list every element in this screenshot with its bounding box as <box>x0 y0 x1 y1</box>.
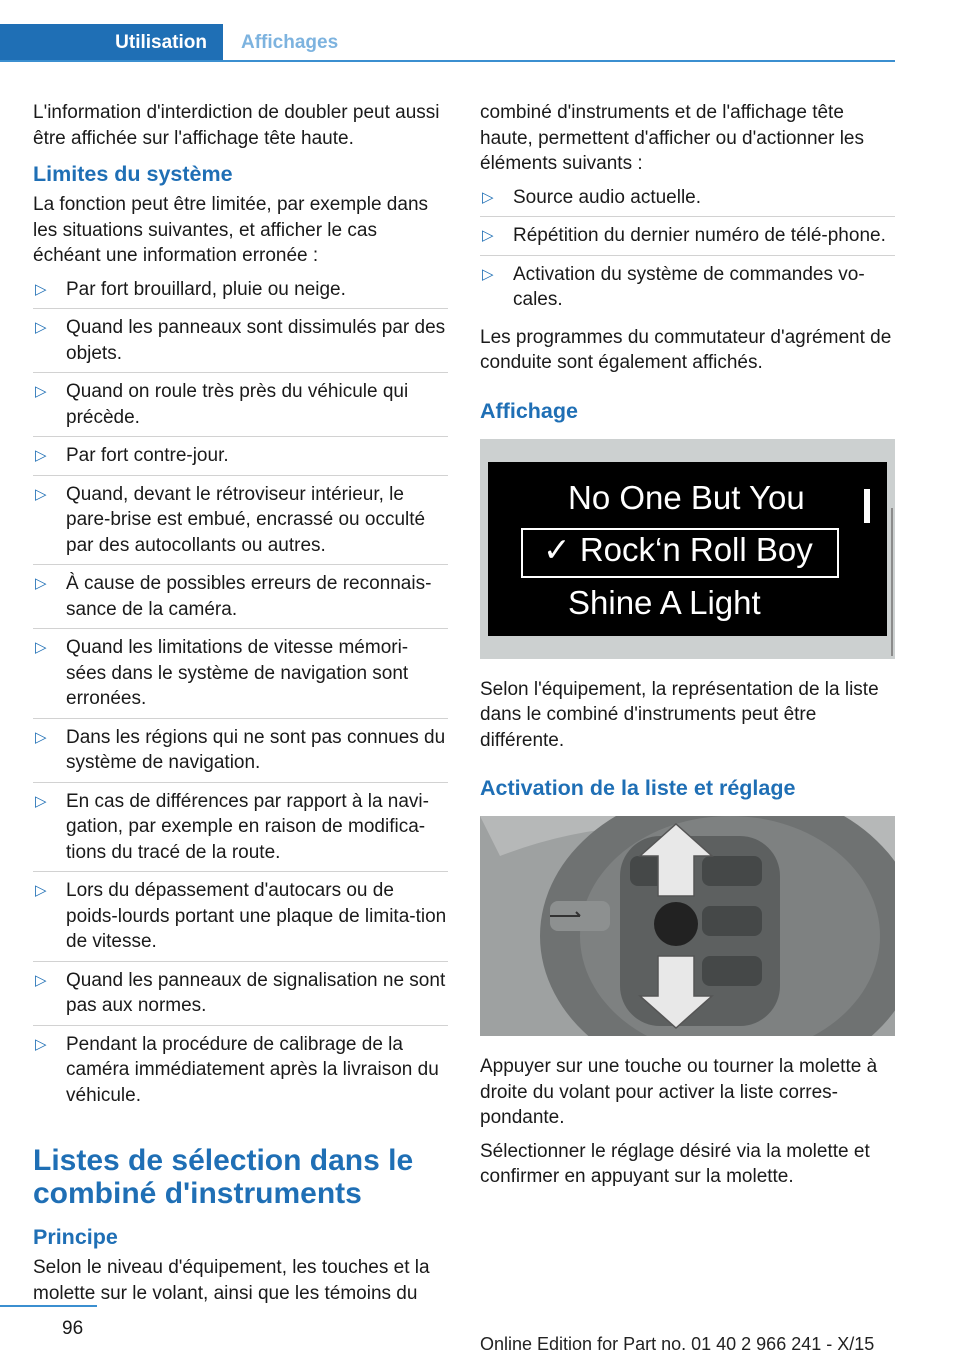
list-item: ▷ À cause de possibles erreurs de reconnais-sance de la caméra. <box>33 571 448 629</box>
triangle-bullet-icon: ▷ <box>35 728 47 746</box>
list-item: ▷ Pendant la procédure de calibrage de la caméra immédiatement après la livraison du véhicule. <box>35 1033 439 1106</box>
triangle-bullet-icon: ▷ <box>35 319 47 336</box>
list-item: ▷ Source audio actuelle. <box>480 185 895 218</box>
display-caption: Selon l'équipement, la représentation de la liste dans le combiné d'instruments peut être différente. <box>480 678 879 751</box>
section-heading: Listes de sélection dans le combiné d'instruments <box>33 1144 414 1210</box>
edition-line: Online Edition for Part no. 01 40 2 966 241 - X/15 <box>480 1334 875 1354</box>
activation-text-2: Sélectionner le réglage désiré via la molette et confirmer en appuyant sur la molette. <box>480 1140 870 1187</box>
list-item: ▷ Lors du dépassement d'autocars ou de poids-lourds portant une plaque de limita-tion de vitesse. <box>33 878 448 962</box>
page-number: 96 <box>62 1318 84 1339</box>
header-tabbar <box>0 24 895 62</box>
list-entry: No One But You <box>568 478 805 516</box>
scroll-track <box>891 508 893 656</box>
list-item: ▷ Quand les limitations de vitesse mémori-sées dans le système de navigation sont erronées. <box>33 635 448 719</box>
list-entry-selected: ✓ Rock‘n Roll Boy <box>543 530 813 568</box>
instrument-screen <box>488 462 887 636</box>
triangle-bullet-icon: ▷ <box>35 485 47 503</box>
programs-text: Les programmes du commutateur d'agrément de conduite sont également affichés. <box>480 326 892 373</box>
display-heading: Affichage <box>480 398 578 423</box>
triangle-bullet-icon: ▷ <box>482 265 494 283</box>
display-list-figure <box>480 439 895 659</box>
tab-utilisation[interactable]: Utilisation <box>0 24 223 62</box>
steering-wheel-illustration <box>480 816 895 1036</box>
triangle-bullet-icon: ▷ <box>35 383 47 400</box>
intro-paragraph: L'information d'interdiction de doubler peut aussi être affichée sur l'affichage tête haute. <box>33 102 440 149</box>
triangle-bullet-icon: ▷ <box>482 188 494 206</box>
triangle-bullet-icon: ▷ <box>482 227 494 244</box>
limits-text: La fonction peut être limitée, par exemple dans les situations suivantes, et afficher le cas échéant une information erronée : <box>33 194 429 266</box>
footer-rule <box>0 1305 97 1307</box>
list-item: ▷ Quand les panneaux de signalisation ne sont pas aux normes. <box>33 968 448 1026</box>
limits-heading: Limites du système <box>33 162 233 186</box>
list-item: ▷ En cas de différences par rapport à la navi-gation, par exemple en raison de modifica-tions du tracé de la route. <box>33 789 448 873</box>
tab-affichages[interactable]: Affichages <box>241 32 339 53</box>
list-item: ▷ Quand, devant le rétroviseur intérieur, le pare-brise est embué, encrassé ou occulté par des autocollants ou autres. <box>33 482 448 566</box>
left-column <box>33 100 448 1314</box>
list-entry: Shine A Light <box>568 583 761 621</box>
principle-text: Selon le niveau d'équipement, les touches et la molette sur le volant, ainsi que les témoins du <box>33 1257 430 1304</box>
list-item: ▷ Activation du système de commandes vo-cales. <box>482 263 865 310</box>
elements-list <box>480 185 895 319</box>
list-item: ▷ Quand les panneaux sont dissimulés par des objets. <box>33 315 448 373</box>
principle-heading: Principe <box>33 1225 118 1249</box>
activation-heading: Activation de la liste et réglage <box>480 776 796 800</box>
triangle-bullet-icon: ▷ <box>35 971 47 989</box>
activation-text-1: Appuyer sur une touche ou tourner la molette à droite du volant pour activer la liste corres-pondante. <box>480 1056 878 1128</box>
right-column <box>480 100 895 1198</box>
triangle-bullet-icon: ▷ <box>35 639 47 656</box>
list-item: ▷ Répétition du dernier numéro de télé-phone. <box>480 223 895 256</box>
list-item: ▷ Dans les régions qui ne sont pas connues du système de navigation. <box>33 725 448 783</box>
triangle-bullet-icon: ▷ <box>35 882 47 899</box>
steering-wheel-figure <box>480 816 895 1036</box>
triangle-bullet-icon: ▷ <box>35 792 47 810</box>
triangle-bullet-icon: ▷ <box>35 1035 47 1053</box>
list-item: ▷ Quand on roule très près du véhicule qui précède. <box>33 379 448 437</box>
limits-list <box>33 277 448 1115</box>
header-rule <box>0 60 895 62</box>
list-item: ▷ Par fort contre-jour. <box>33 443 448 476</box>
triangle-bullet-icon: ▷ <box>35 280 47 298</box>
triangle-bullet-icon: ▷ <box>35 447 47 464</box>
scroll-indicator <box>864 489 870 523</box>
triangle-bullet-icon: ▷ <box>35 575 47 592</box>
list-item: ▷ Par fort brouillard, pluie ou neige. <box>33 277 448 310</box>
principle-continued: combiné d'instruments et de l'affichage tête haute, permettent d'afficher ou d'actionner les éléments suivants : <box>480 102 864 174</box>
